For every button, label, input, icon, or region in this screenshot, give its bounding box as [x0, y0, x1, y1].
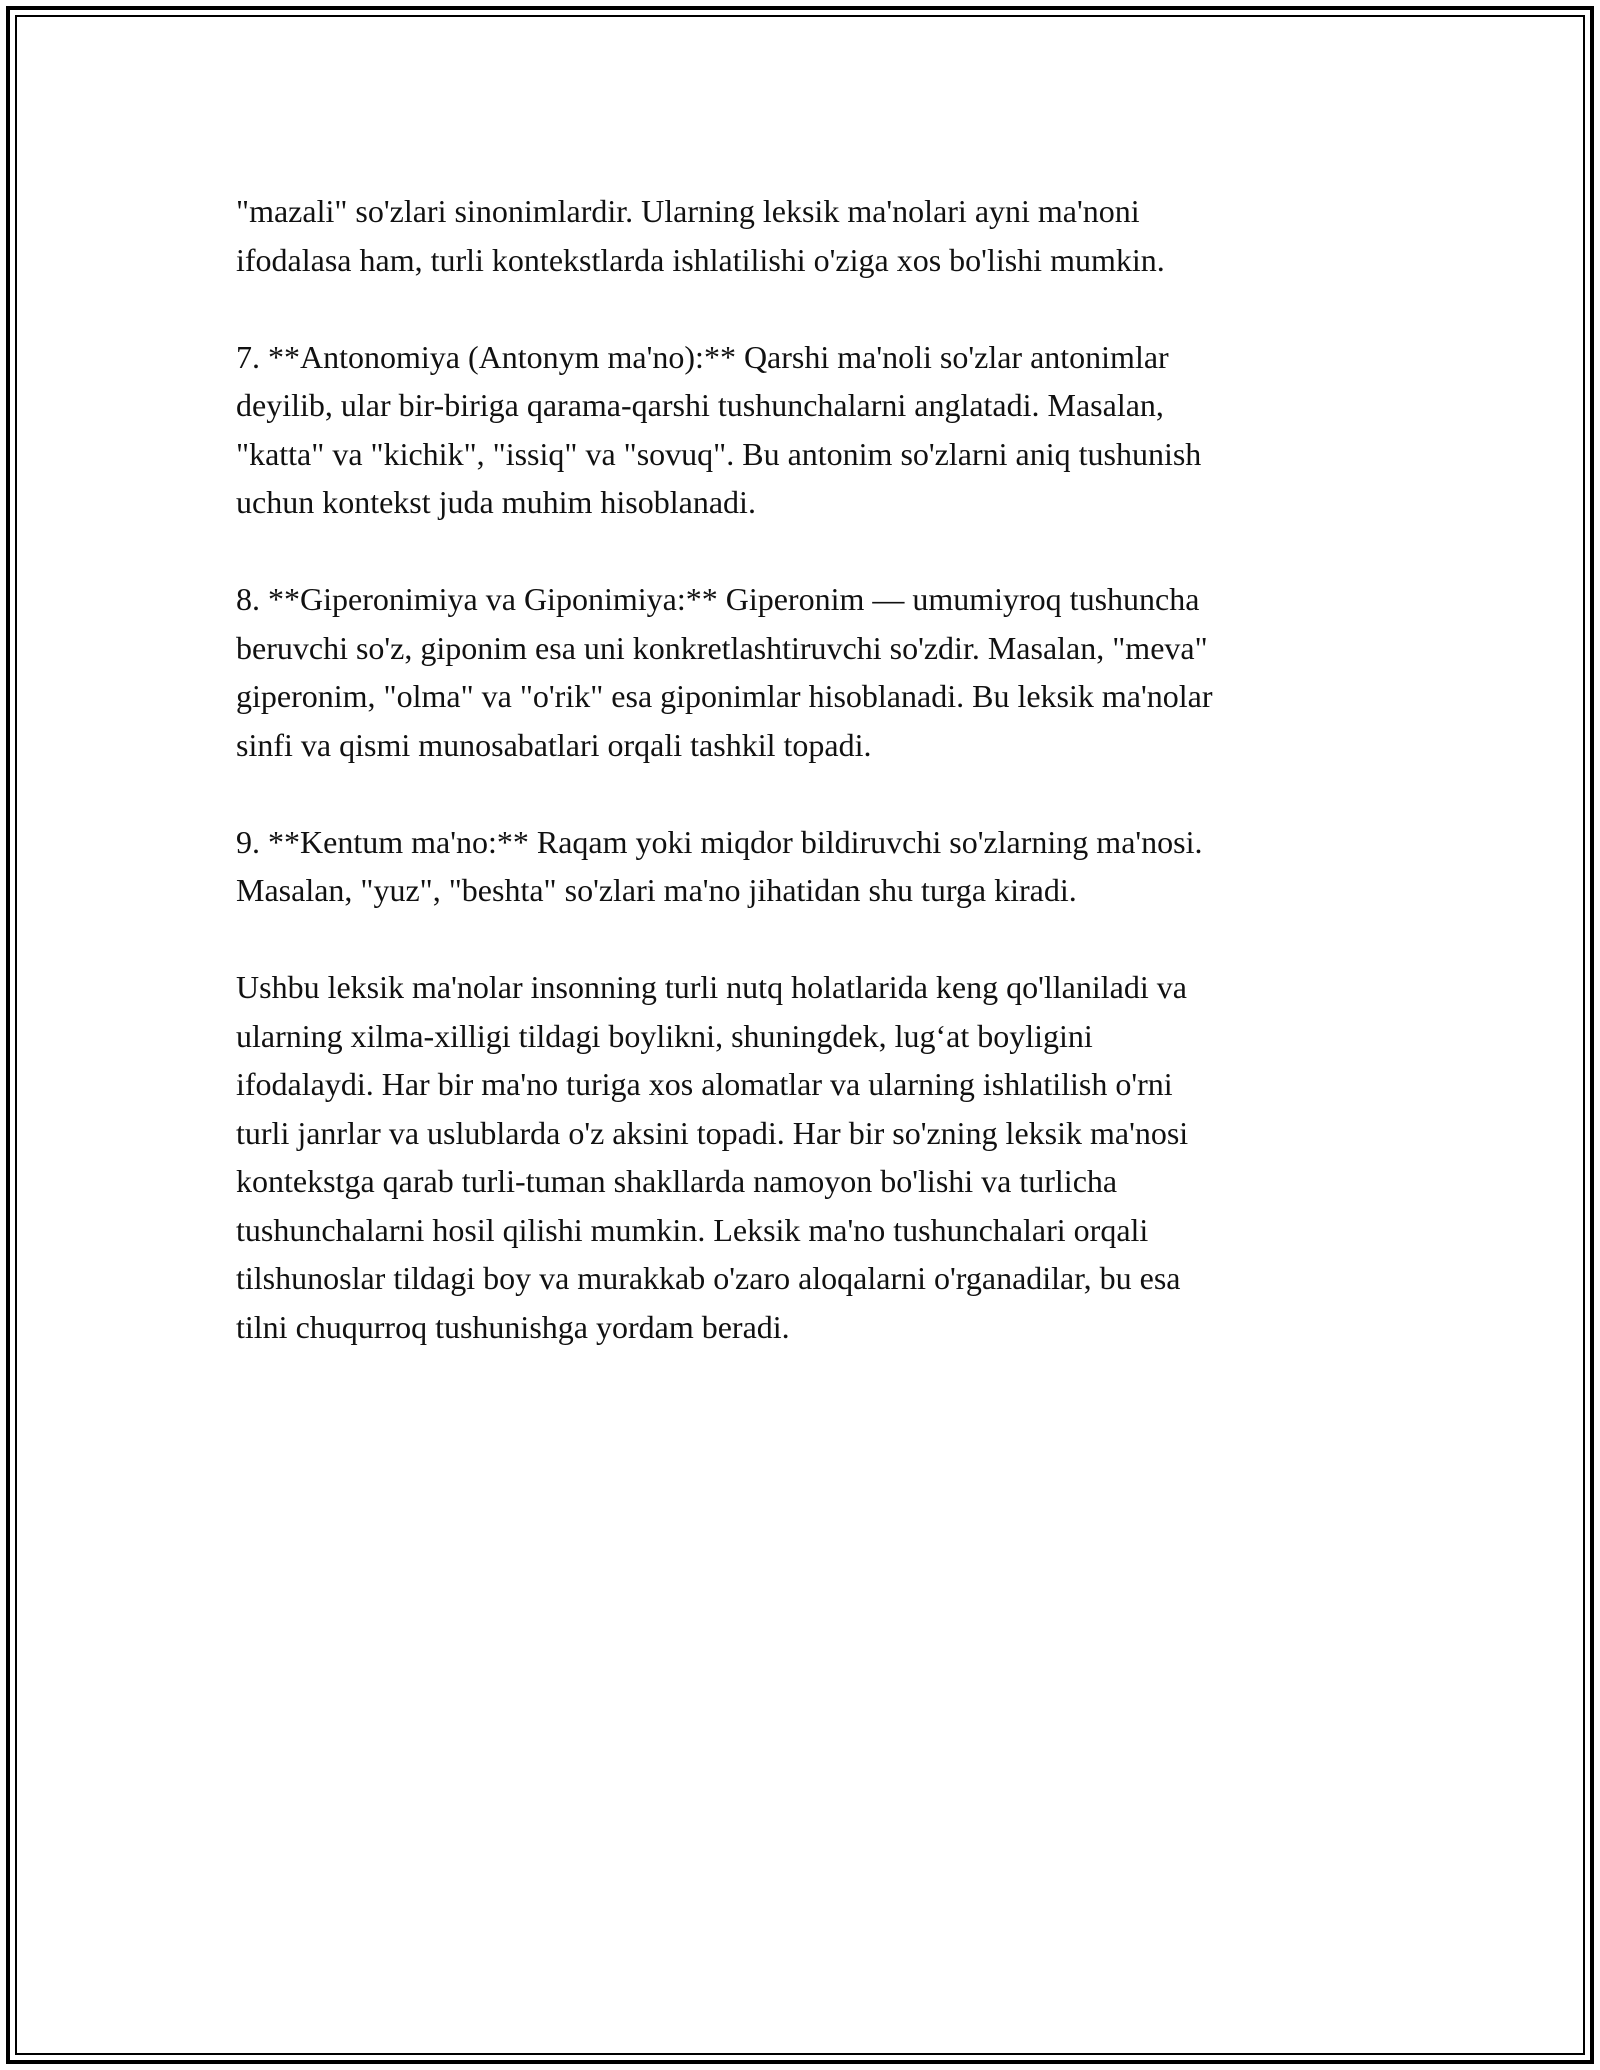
text-line: tilshunoslar tildagi boy va murakkab o'zaro aloqalarni o'rganadilar, bu esa — [236, 1260, 1181, 1296]
text-line: "mazali" so'zlari sinonimlardir. Ularning leksik ma'nolari ayni ma'noni — [236, 193, 1140, 229]
text-line: tushunchalarni hosil qilishi mumkin. Leksik ma'no tushunchalari orqali — [236, 1211, 1149, 1248]
text-line: ularning xilma-xilligi tildagi boylikni, shuningdek, lug‘at boyligini — [236, 1017, 1093, 1054]
text-line: "katta" va "kichik", "issiq" va "sovuq". Bu antonim so'zlarni aniq tushunish — [236, 435, 1202, 472]
text-line: tilni chuqurroq tushunishga yordam beradi. — [236, 1308, 790, 1345]
paragraph-conclusion — [236, 963, 1376, 1351]
text-line: Masalan, "yuz", "beshta" so'zlari ma'no jihatidan shu turga kiradi. — [236, 872, 1077, 908]
text-line: turli janrlar va uslublarda o'z aksini topadi. Har bir so'zning leksik ma'nosi — [236, 1114, 1189, 1151]
text-line: giperonim, "olma" va "o'rik" esa giponimlar hisoblanadi. Bu leksik ma'nolar — [236, 678, 1213, 714]
paragraph-quantity-meaning — [236, 818, 1376, 915]
text-line: 9. **Kentum ma'no:** Raqam yoki miqdor bildiruvchi so'zlarning ma'nosi. — [236, 823, 1203, 860]
text-line: ifodalasa ham, turli kontekstlarda ishlatilishi o'ziga xos bo'lishi mumkin. — [236, 241, 1165, 278]
text-line: 8. **Giperonimiya va Giponimiya:** Giperonim — umumiyroq tushuncha — [236, 581, 1200, 617]
document-body — [236, 187, 1376, 1351]
paragraph-antonymy — [236, 333, 1376, 527]
text-line: beruvchi so'z, giponim esa uni konkretlashtiruvchi so'zdir. Masalan, "meva" — [236, 629, 1208, 666]
text-line: uchun kontekst juda muhim hisoblanadi. — [236, 484, 756, 520]
text-line: deyilib, ular bir-biriga qarama-qarshi tushunchalarni anglatadi. Masalan, — [236, 387, 1164, 423]
text-line: Ushbu leksik ma'nolar insonning turli nutq holatlarida keng qo'llaniladi va — [236, 969, 1187, 1005]
text-line: kontekstga qarab turli-tuman shakllarda namoyon bo'lishi va turlicha — [236, 1163, 1118, 1199]
text-line: 7. **Antonomiya (Antonym ma'no):** Qarshi ma'noli so'zlar antonimlar — [236, 338, 1169, 375]
text-line: ifodalaydi. Har bir ma'no turiga xos alomatlar va ularning ishlatilish o'rni — [236, 1066, 1173, 1102]
text-line: sinfi va qismi munosabatlari orqali tashkil topadi. — [236, 726, 872, 763]
paragraph-synonyms-end — [236, 187, 1376, 284]
paragraph-hyperonymy — [236, 575, 1376, 769]
